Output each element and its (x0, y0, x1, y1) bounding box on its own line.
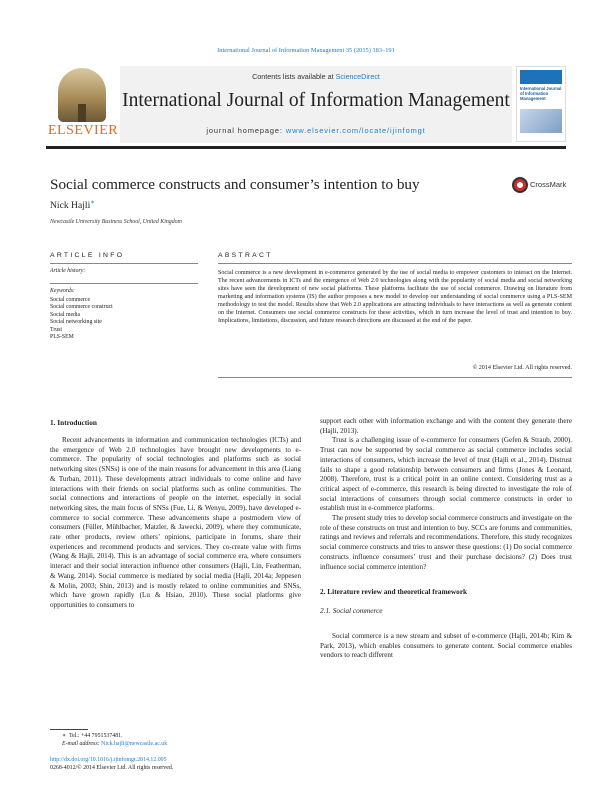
author-footnote (62, 733, 167, 749)
paragraph: The present study tries to develop social commerce constructs and investigate on the role of these constructs on trust and intention to buy. SCCs are forums and communities, ratings and reviews and referrals and recommendations. Therefore, this study recognizes social commerce constructs and tries to answer these questions: (1) Do social commerce constructs influence consumers’ trust and their purchase decisions? (2) Does trust influence social commerce intention? (320, 514, 572, 571)
elsevier-logo (48, 66, 119, 138)
footnote-rule (50, 729, 88, 730)
journal-title: International Journal of Information Management (122, 90, 510, 111)
keywords-list (50, 297, 113, 341)
author-email-link[interactable]: Nick.hajli@newcastle.ac.uk (101, 740, 168, 747)
divider (50, 283, 198, 284)
crossmark-label: CrossMark (530, 180, 567, 189)
cover-image (520, 109, 562, 133)
doi-link[interactable]: http://dx.doi.org/10.1016/j.ijinfomgt.2014.12.005 (50, 757, 167, 763)
cover-title: International Journal of Information Management (520, 86, 562, 101)
header-rule (46, 146, 566, 149)
keyword-item: Social networking site (50, 319, 102, 326)
crossmark-badge[interactable] (512, 176, 568, 196)
divider (218, 263, 572, 264)
contents-available-line: Contents lists available at ScienceDirect (252, 72, 380, 81)
keywords-label: Keywords: (50, 288, 75, 294)
body-column-left (50, 436, 301, 611)
divider (218, 377, 572, 378)
article-info-heading: ARTICLE INFO (50, 252, 125, 259)
cover-band (520, 70, 562, 84)
journal-reference[interactable]: International Journal of Information Management 35 (2015) 183–191 (217, 47, 395, 54)
section-heading-literature: 2. Literature review and theoretical framework (320, 587, 468, 596)
article-history-label: Article history: (50, 268, 86, 274)
elsevier-wordmark: ELSEVIER (48, 123, 119, 138)
footnote-tel: Tel.: +44 7951537481. (68, 733, 123, 739)
subsection-heading-social-commerce: 2.1. Social commerce (320, 606, 383, 615)
author-name[interactable]: Nick Hajli (50, 200, 91, 212)
section-heading-introduction: 1. Introduction (50, 418, 97, 427)
footnote-mark: ∗ (62, 733, 67, 739)
crossmark-icon (512, 177, 528, 193)
paragraph: Trust is a challenging issue of e-commerce for consumers (Gefen & Straub, 2000). Trust can now be supported by social commerce as social commerce includes social interactions of consumers, which increase the level of trust (Hajli et al., 2014). Distrust fails to shape a good relationship between consumers and firms (Jones & Leonard, 2008). Therefore, trust is a critical point in an online context. Considering trust as a critical aspect of e-commerce, this research is being directed to investigate the role of social interactions of consumers through social commerce constructs in order to establish trust in e-commerce platforms. (320, 436, 572, 513)
abstract-copyright: © 2014 Elsevier Ltd. All rights reserved. (472, 365, 572, 371)
footnote-email-label: E-mail address: (62, 740, 102, 747)
paragraph: support each other with information exchange and with the content they generate there (Hajli, 2013). (320, 417, 572, 435)
elsevier-tree-icon (58, 68, 106, 122)
journal-homepage-line: journal homepage: www.elsevier.com/locate/ijinfomgt (206, 126, 426, 135)
paragraph: Social commerce is a new stream and subset of e-commerce (Hajli, 2014b; Kim & Park, 2013), which enables consumers to generate content. Social commerce enables vendors to reach different (320, 632, 572, 660)
rights-line: 0268-4012/© 2014 Elsevier Ltd. All rights reserved. (50, 765, 174, 771)
author-line (50, 198, 95, 211)
sciencedirect-link[interactable]: ScienceDirect (335, 72, 380, 81)
abstract-text: Social commerce is a new development in e-commerce generated by the use of social media to empower customers to interact on the Internet. The recent advancements in ICTs and the emergence of Web 2.0 technologies along with the popularity of social media and social networking sites have seen the development of new social platforms. These platforms facilitate the use of social commerce. Drawing on literature from marketing and information systems (IS) the author proposes a new model to develop our understanding of social commerce using a PLS-SEM methodology to test the model. Results show that Web 2.0 applications are attracting individuals to have interactions as well as generate content on the Internet. Consumers use social commerce constructs for these activities, which in turn increase the level of trust and intention to buy. Implications, limitations, discussion, and future research directions are discussed at the end of the paper. (218, 270, 572, 325)
body-column-right (320, 417, 572, 572)
divider (50, 263, 198, 264)
paragraph: Recent advancements in information and communication technologies (ICTs) and the emergence of Web 2.0 technologies have brought new developments to e-commerce. The popularity of social technologies and platforms such as social networking sites (SNSs) is one of the main reasons for advancement in this area (Liang & Turban, 2011). These developments attract individuals to come online and have interactions with their friends on social platforms such as online communities. The social connections and interactions of people on the internet, especially in social networking sites, the main focus of SNSs (Fue, Li, & Wenyu, 2009), have developed e-commerce to social commerce. These advancements shape a postmodern view of consumers (Füller, Mühlbacher, Matzler, & Jawecki, 2009), where they communicate, rate other products, review others’ opinions, participate in forums, share their experiences and recommend products and services. They co-create value with firms (Wang & Hajli, 2014). This is an advantage of social commerce era, where consumers interact and their social interaction influence other consumers (Hajli, Lin, Featherman, & Wang, 2014). Social commerce is mediated by social media (Hajli, 2014a; Jeppesen & Molin, 2003; Shin, 2013) and is mostly related to online communities and SNSs, which have grown rapidly (Lu & Hsiao, 2010). These social platforms give opportunities to consumers to (50, 436, 301, 609)
journal-homepage-link[interactable]: www.elsevier.com/locate/ijinfomgt (285, 126, 426, 135)
abstract-heading: ABSTRACT (218, 252, 273, 259)
keyword-item: PLS-SEM (50, 334, 74, 341)
author-footnote-mark[interactable]: ∗ (90, 198, 95, 206)
article-title: Social commerce constructs and consumer’s intention to buy (50, 176, 420, 193)
author-affiliation: Newcastle University Business School, United Kingdom (50, 219, 182, 225)
body-column-right-continued (320, 632, 572, 661)
doi-block (50, 756, 173, 772)
keyword-item: Social commerce (50, 297, 91, 303)
keyword-item: Social media (50, 311, 81, 318)
keyword-item: Trust (50, 326, 63, 333)
journal-cover-thumbnail[interactable] (516, 66, 566, 142)
keyword-item: Social commerce construct (50, 304, 113, 311)
